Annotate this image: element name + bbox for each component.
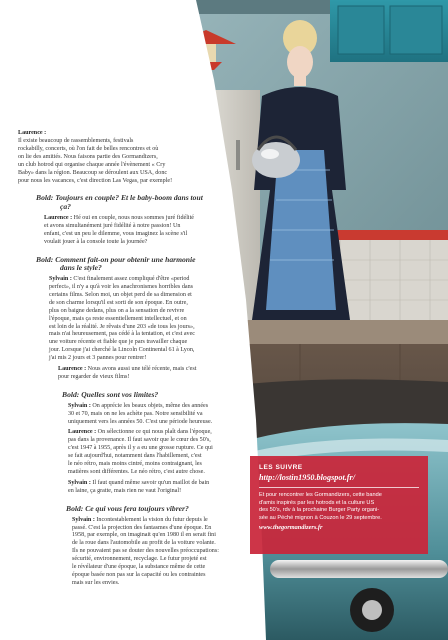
text-line: pas dans la provenance. Il faut savoir que le cœur des 50's, [68,437,211,444]
answer-paragraph [72,517,219,588]
text-line: j'ai mis 2 jours et 3 pannes pour rentrer! [49,355,147,362]
answer-paragraph [58,366,219,382]
question-heading [36,194,219,211]
question-line: ça? [60,202,71,212]
text-line: enfant, c'est un peu le dilemme, vous imaginez la scène s'il [44,230,188,237]
follow-box [250,456,428,554]
text-line: et avons simultanément juré fidélité à notre passion! Un [44,222,181,229]
text-line: On sélectionne ce qui nous plaît dans l'époque, [96,429,212,436]
follow-box-text [259,492,419,522]
text-line: pour regarder de vieux films! [58,374,130,381]
question-heading [36,256,219,273]
text-line: est loin de la réalité. Je rêvais d'une 203 «de tous les jours», [49,323,195,330]
text-line: se fait aujourd'hui, notamment dans l'habillement, c'est [68,453,202,460]
text-line: Incontestablement la vision du futur depuis le [94,516,208,523]
interview-article [18,130,219,591]
text-line: Et pour rencontrer les Gormandizers, cette bande [259,492,382,498]
text-line: une voiture récente et fiable que je pars travailler chaque [49,339,188,346]
text-line: matières sont différentes. Le néo rétro, c'est autre chose. [68,469,205,476]
question-line: Bold: Toujours en couple? Et le baby-boom dans tout [36,193,203,203]
text-line: pour nous les vacances, c'est direction Las Vegas, par exemple! [18,177,173,184]
text-line: 30 et 70, mais on ne les achète pas. Notre sensibilité va [68,410,203,417]
follow-box-title: LES SUIVRE [259,464,303,471]
text-line: le révélateur d'une époque, la substance même de cette [72,564,206,571]
text-line: époque basée non pas sur la capacité ou les contraintes [72,572,206,579]
answer-paragraph [68,480,219,496]
text-line: d'amis inspirés par les hotrods et la culture US [259,499,375,506]
text-line: On apprécie les beaux objets, même des années [90,402,209,409]
text-line: C'est finalement assez compliqué d'être «period [71,276,190,283]
text-line: Baby» dans la région. Beaucoup se déroulent aux USA, donc [18,169,168,176]
text-line: on lie des amitiés. Nous faisons partie des Gormandizers, [18,153,158,160]
answer-paragraph [68,429,219,477]
speaker-name: Laurence : [18,130,47,136]
text-line: jour. Lorsque j'ai cherché la Lincoln Continental 61 à Lyon, [49,347,195,354]
intro-paragraph [18,130,219,185]
text-line: de son charme lorsqu'il est sorti de son époque. En outre, [49,299,188,306]
text-line: certains films. Selon moi, un objet perd de sa dimension et [49,291,192,298]
text-line: sée au Péché mignon à Couzon le 29 septembre. [259,514,382,521]
text-line: rockabilly, concerts, où l'on fait de belles rencontres et où [18,145,159,152]
text-line: en laine, ça gratte, mais rien ne vaut l'original! [68,487,182,494]
question-heading [62,391,219,400]
answer-paragraph [49,276,219,363]
speaker-name: Sylvain : [68,402,91,409]
text-line: Nous avons aussi une télé récente, mais c'est [86,366,197,373]
text-line: des 50's, rdv à la prochaine Burger Party organi- [259,507,380,514]
text-line: voulait jouer à la console toute la journée? [44,238,148,245]
text-line: un club hotrod qui organise chaque année l'évènement « Cry [18,161,166,168]
speaker-name: Sylvain : [72,516,95,523]
speaker-name: Laurence : [68,429,97,436]
text-line: le néo rétro, mais moins cintré, moins contraignant, les [68,461,202,468]
text-line: passé. C'est la projection des fantasmes d'une époque. En [72,524,212,531]
question-line: Bold: Comment fait-on pour obtenir une harmonie [36,254,196,264]
speaker-name: Sylvain : [49,276,72,283]
text-line: Il existe beaucoup de rassemblements, festivals [18,137,134,144]
question-heading [66,505,219,514]
text-line: de la roue dans l'automobile au profit de la voiture volante. [72,540,216,547]
text-line: mais sur les envies. [72,579,120,586]
text-line: Il faut quand même savoir qu'un maillot de bain [90,480,210,487]
text-line: Ils ne pouvaient pas se douter des nouvelles préoccupations: [72,548,219,555]
question-line: Bold: Quelles sont vos limites? [62,390,159,399]
text-line: plus on baigne dedans, plus on a la sensation de revivre [49,307,185,314]
text-line: sécurité, environnement, recyclage. Le futur projeté est [72,556,207,563]
blog-link[interactable]: http://lostin1950.blogspot.fr/ [259,473,355,482]
follow-box-divider [259,487,419,488]
text-line: l'époque, mais ça reste essentiellement intellectuel, et on [49,315,187,322]
text-line: c'est 1947 à 1955, après il y a eu une grosse rupture. Ce qui [68,445,213,452]
answer-paragraph [44,215,219,247]
speaker-name: Laurence : [44,214,73,221]
text-line: Hé oui en couple, nous nous sommes juré fidélité [72,214,195,221]
text-line: mais n'ai heureusement, pas cédé à la tentation, et c'est avec [49,331,196,338]
speaker-name: Laurence : [58,366,87,373]
question-line: dans le style? [60,263,102,273]
text-line: uniquement vers les années 50. C'est une période heureuse. [68,418,213,425]
text-line: perfect», il n'y a qu'à voir les anachronismes horribles dans [49,283,194,290]
question-line: Bold: Ce qui vous fera toujours vibrer? [66,503,189,513]
answer-paragraph [68,403,219,427]
speaker-name: Sylvain : [68,480,91,487]
website-link[interactable]: www.thegormandizers.fr [259,524,323,532]
text-line: 1958, par exemple, on imaginait qu'en 1980 il en serait fini [72,532,216,539]
